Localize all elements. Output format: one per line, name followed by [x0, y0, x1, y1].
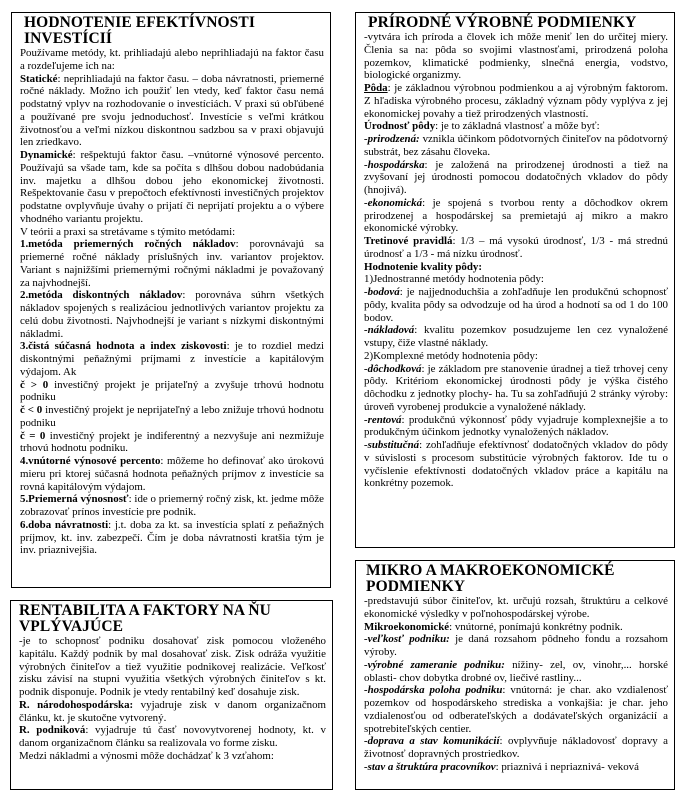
natural-fertility	[364, 133, 668, 159]
workforce-structure	[364, 761, 668, 774]
term-label: -hospodárska	[364, 158, 425, 171]
term-text: : je základom pre stanovenie úradnej a tiež trhovej ceny pôdy. Kritériom ekonomickej úrodnosti pôdy je výška čistého dôchodku z jednotky plochy- ha. Tu sa zohľadňujú 2 stránky výroby: úroveň vyrobenej produkcie a vynaložené náklady.	[364, 362, 668, 413]
term-text: nížiny- zel, ov, vinohr,... horské oblasti- chov dobytka drobné ov, liečivé rastliny...	[364, 658, 668, 684]
economic-location	[364, 684, 668, 735]
method-1	[20, 238, 324, 289]
microeconomic-paragraph	[364, 621, 668, 634]
economic-fertility	[364, 159, 668, 197]
term-label: 4.vnútorné výnosové percento	[20, 455, 161, 467]
term-label: Dynamické	[20, 149, 73, 161]
term-label: -prirodzená:	[364, 133, 420, 145]
intro-text: -predstavujú súbor činiteľov, kt. určujú rozsah, štruktúru a celkové ekonomické výsledky v poľnohospodárskej výrobe.	[364, 595, 668, 620]
term-text: : je najjednoduchšia a zohľadňuje len produkčnú schopnosť pôdy, kvalita pôdy sa odvodzuje od ha úrod a hodnotí sa od 1 do 100 bodov.	[364, 286, 668, 324]
term-text: vyjadruje zisk v danom organizačnom článku, kt. je skutočne vytvorený.	[19, 698, 327, 724]
intro-text: -vytvára ich príroda a človek ich môže meniť len do určitej miery. Členia sa na: pôda so svojimi vlastnosťami, prirodzená poloha pozemkov, klimatické podmienky, slnečná energia, vodstvo, biologické organizmy.	[364, 31, 668, 82]
term-text: : porovnávajú sa priemerné ročné náklady príslušných inv. variantov projektov. Variant s najnižšími priemernými ročnými nákladmi je považovaný za najvhodnejší.	[20, 238, 324, 289]
section-title: HODNOTENIE EFEKTÍVNOSTI INVESTÍCIÍ	[24, 14, 255, 47]
term-text: : vnútorná: je char. ako vzdialenosť pozemkov od hospodárskeho strediska a vonkajšia: je char. jeho vzdialenosťou od odberateľských a dodávateľských organizácií a spotrebiteľských centier.	[364, 684, 668, 735]
methods-intro: V teórii a praxi sa stretávame s týmito metódami:	[20, 225, 236, 238]
term-label: č = 0	[20, 429, 46, 442]
term-label: 5.Priemerná výnosnosť	[20, 493, 129, 506]
method-2	[20, 289, 324, 340]
intro-text: -je to schopnosť podniku dosahovať zisk pomocou vloženého kapitálu. Každý podnik by mal dosahovať zisk. Zisk odráža využitie výrobných činiteľov a tiež využitie podnikovej realizácie. Veľkosť zisku závisí na stupni využitia všetkých výrobných činiteľov s kt. podnik disponuje. Podnik je vtedy rentabilný keď dosahuje zisk.	[19, 635, 326, 698]
static-methods-paragraph	[20, 73, 324, 150]
method-4	[20, 455, 324, 493]
term-label: č < 0	[20, 404, 43, 416]
intro-text: Používame metódy, kt. prihliadajú alebo neprihliadajú na faktor času a rozdeľujeme ich na:	[20, 47, 324, 72]
term-text: : ide o priemerný ročný zisk, kt. jedme môže zobrazovať prínos investície pre podnik.	[20, 493, 324, 518]
term-text: vznikla účinkom pôdotvorných činiteľov na pôdotvorný substrát, bez zásahu človeka.	[364, 133, 668, 158]
term-text: : kvalitu pozemkov posudzujeme len cez vynaložené vstupy, čiže vlastné náklady.	[364, 324, 668, 349]
term-text: : je to základná vlastnosť a môže byť:	[435, 120, 600, 133]
economic-rent-fertility	[364, 197, 668, 235]
term-label: Úrodnosť pôdy	[364, 120, 436, 133]
term-text: : 1/3 – má vysokú úrodnosť, 1/3 - má strednú úrodnosť a 1/3 - má nízku úrodnosť.	[364, 235, 668, 260]
company-profitability	[19, 724, 326, 750]
term-label: R. národohospodárska:	[19, 698, 134, 711]
term-text: : je založená na prirodzenej úrodnosti a tiež na zvyšovaní jej úrodnosti pomocou dodatočných vkladov do pôdy (hnojivá).	[364, 158, 668, 196]
points-method	[364, 286, 668, 324]
term-label: Statické	[20, 72, 58, 85]
term-text: : zohľadňuje efektívnosť dodatočných vkladov do pôdy v súvislosti s procesom substitúcie výrobných faktorov. Ide tu o vyčíslenie efektívnosti dodatočných vkladov práce a kapitálu na konkrétny pozemok.	[364, 439, 668, 490]
dynamic-methods-paragraph	[20, 149, 324, 226]
term-text: je daná rozsahom pôdneho fondu a rozsahom výroby.	[364, 633, 669, 658]
term-label: Mikroekonomické	[364, 620, 450, 633]
section-title: PRÍRODNÉ VÝROBNÉ PODMIENKY	[368, 14, 637, 31]
term-label: -substitučná	[364, 439, 420, 451]
term-text: : j.t. doba za kt. sa investícia splatí z peňažných príjmov, kt. inv. zabezpečí. Čím je doba návratnosti kratšia tým je inv. priaznivejšia.	[20, 518, 324, 557]
term-label: -dôchodková	[364, 362, 422, 375]
relations-text: Medzi nákladmi a výnosmi môže dochádzať k 3 vzťahom:	[19, 749, 274, 762]
term-label: 2.metóda diskontných nákladov	[20, 289, 183, 302]
transport-state	[364, 735, 668, 761]
term-label: 6.doba návratnosti	[20, 518, 109, 531]
term-label: Pôda	[364, 82, 388, 94]
term-text: : priaznivá i nepriaznivá- veková	[495, 760, 639, 773]
term-text: investičný projekt je prijateľný a zvyšuje trhovú hodnotu podniku	[20, 378, 324, 404]
term-label: -stav a štruktúra pracovníkov	[364, 760, 496, 773]
term-label: -rentová	[364, 413, 402, 426]
term-text: : ovplyvňuje nákladovosť dopravy a životnosť dopravných prostriedkov.	[364, 735, 669, 760]
complex-methods: 2)Komplexné metódy hodnotenia pôdy:	[364, 349, 538, 362]
term-label: -bodová	[364, 286, 400, 298]
term-label: Tretinové pravidlá	[364, 235, 453, 247]
term-text: : porovnáva súhrn všetkých nákladov spojených s realizáciou jednotlivých variantov projektu za celú dobu životnosti. Najvhodnejší je variant s nízkymi diskontnými nákladmi.	[20, 289, 324, 340]
term-label: R. podniková	[19, 724, 86, 737]
term-text: investičný projekt je neprijateľný a lebo znižuje trhovú hodnotu podniku	[20, 404, 325, 429]
condition-zero	[20, 430, 324, 456]
substitution-method	[364, 439, 668, 490]
condition-negative	[20, 404, 324, 430]
national-profitability	[19, 699, 326, 725]
company-size	[364, 633, 668, 659]
term-label: -doprava a stav komunikácií	[364, 735, 500, 748]
condition-positive	[20, 379, 324, 405]
term-text: : je spojená s tvorbou renty a dôchodkov okrem prirodzenej a hospodárskej sa premietajú aj mikro a makro ekonomické výrobky.	[364, 196, 668, 235]
income-method	[364, 363, 668, 414]
profitability-section	[10, 600, 333, 790]
micro-macro-conditions-section	[355, 560, 675, 790]
term-text: : vnútorné, ponímajú konkrétny podnik.	[449, 620, 623, 633]
method-3	[20, 340, 324, 378]
term-text: : rešpektujú faktor času. –vnútorné výnosové percento. Používajú sa všade tam, kde sa počíta s dlhšou dobou nadobúdania inv. majetku a dlhšou dobou jeho ekonomickej životnosti. Rešpektovanie času v prepočtoch efektívnosti investičných projektov podstatne ovplyvňuje úvahy o prijatí či neprijatí projektu a o výbere vhodného variantu projektu.	[20, 149, 324, 225]
term-text: : neprihliadajú na faktor času. – doba návratnosti, priemerné ročné náklady. Možno ich použiť len vtedy, keď faktor času nemá podstatný vplyv na rozhodovanie o investíciách. V praxi sú obľúbené a používané pre svoju jednoduchosť. Investície s veľmi krátkou životnosťou a veľmi nízkou diskontnou sadzbou sa v praxi objavujú len zriedkavo.	[20, 72, 324, 149]
term-text: : vyjadruje tú časť novovytvorenej hodnoty, kt. v danom organizačnom článku sa realizovala vo forme zisku.	[19, 724, 326, 749]
term-text: : môžeme ho definovať ako úrokovú mieru pri ktorej súčasná hodnota peňažných príjmov z investície sa rovná kapitálovým výdajom.	[20, 455, 324, 493]
term-label: -hospodárska poloha podniku	[364, 684, 503, 697]
term-text: : je to rozdiel medzi diskontnými peňažnými príjmami z investície a kapitálovým výdajom. Ak	[20, 340, 324, 378]
thirds-rule	[364, 235, 668, 261]
term-text: : produkčnú výkonnosť pôdy vyjadruje komplexnejšie a to produkčným účinkom jednotky vynaložených nákladov.	[364, 413, 668, 439]
section-title: RENTABILITA A FAKTORY NA ŇU VPLÝVAJÚCE	[19, 602, 271, 635]
one-sided-methods: 1)Jednostranné metódy hodnotenia pôdy:	[364, 273, 544, 286]
cost-method	[364, 324, 668, 350]
investment-efficiency-section	[11, 12, 331, 588]
term-label: -výrobné zameranie podniku:	[364, 658, 505, 671]
term-text: investičný projekt je indiferentný a nezvyšuje ani nezmižuje trhovú hodnotu podniku.	[20, 429, 324, 455]
rent-method	[364, 414, 668, 440]
fertility-paragraph	[364, 120, 668, 133]
soil-quality-heading: Hodnotenie kvality pôdy:	[364, 260, 482, 273]
method-6	[20, 519, 324, 557]
term-label: -ekonomická	[364, 196, 423, 209]
natural-conditions-section	[355, 12, 675, 548]
term-label: č > 0	[20, 378, 49, 391]
term-label: 1.metóda priemerných ročných nákladov	[20, 238, 236, 251]
section-title: MIKRO A MAKROEKONOMICKÉ PODMIENKY	[366, 562, 615, 595]
term-text: : je základnou výrobnou podmienkou a aj výrobným faktorom. Z hľadiska výrobného procesu, základný význam pôdy vyplýva z jej ekonomickej povahy a tiež prirodzených vlastností.	[364, 82, 668, 120]
soil-paragraph	[364, 82, 668, 120]
production-focus	[364, 659, 668, 685]
term-label: 3.čistá súčasná hodnota a index ziskovosti	[20, 340, 227, 353]
method-5	[20, 493, 324, 519]
term-label: -nákladová	[364, 324, 415, 337]
term-label: -veľkosť podniku:	[364, 633, 450, 646]
